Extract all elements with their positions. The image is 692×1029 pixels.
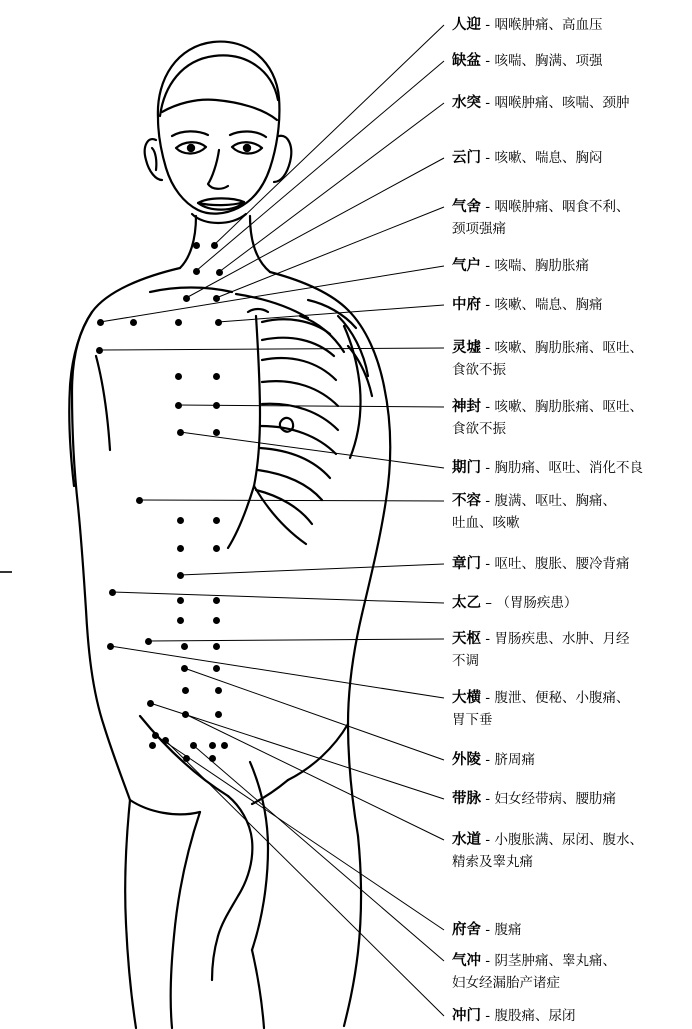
- acupoint-indications: 小腹胀满、尿闭、腹水、: [494, 832, 643, 848]
- acupoint-label: [452, 829, 643, 873]
- acupoint-name: 章门: [452, 556, 481, 572]
- acupoint-indications: 胃肠疾患、水肿、月经: [494, 631, 630, 647]
- point-dot: [215, 319, 222, 326]
- acupoint-indications: 呕吐、腹胀、腰冷背痛: [494, 556, 630, 572]
- point-dot: [213, 597, 220, 604]
- point-dot: [175, 402, 182, 409]
- label-separator: -: [481, 556, 495, 572]
- label-separator: -: [481, 297, 495, 313]
- point-dot: [152, 732, 159, 739]
- acupoint-indications-line2: 精索及睾丸痛: [452, 854, 533, 870]
- acupoint-label: [452, 1005, 575, 1027]
- acupoint-indications: 咳嗽、胸肋胀痛、呕吐、: [494, 399, 643, 415]
- point-dot: [190, 742, 197, 749]
- point-dot: [145, 638, 152, 645]
- acupoint-label: [452, 457, 643, 479]
- label-separator: -: [481, 150, 495, 166]
- point-dot: [177, 617, 184, 624]
- acupoint-name: 太乙: [452, 595, 481, 611]
- label-separator: -: [481, 493, 495, 509]
- acupoint-label: [452, 396, 643, 440]
- point-dot: [213, 295, 220, 302]
- acupoint-name: 神封: [452, 399, 481, 415]
- acupoint-label: [452, 147, 602, 169]
- acupoint-name: 气户: [452, 258, 481, 274]
- point-dot: [182, 687, 189, 694]
- acupoint-indications: 腹泄、便秘、小腹痛、: [494, 690, 630, 706]
- acupoint-indications: 咳嗽、喘息、胸闷: [494, 150, 603, 166]
- acupoint-name: 冲门: [452, 1008, 481, 1024]
- point-dot: [209, 755, 216, 762]
- acupoint-name: 府舍: [452, 922, 481, 938]
- acupoint-name: 气冲: [452, 953, 481, 969]
- acupoint-indications: 脐周痛: [494, 752, 535, 768]
- point-dot: [109, 589, 116, 596]
- acupoint-name: 人迎: [452, 17, 481, 33]
- label-separator: -: [481, 199, 495, 215]
- acupoint-label: [452, 687, 629, 731]
- point-dot: [175, 319, 182, 326]
- label-separator: -: [481, 340, 495, 356]
- acupoint-indications-line2: 不调: [452, 653, 479, 669]
- point-dot: [209, 742, 216, 749]
- label-separator: -: [481, 631, 495, 647]
- label-separator: -: [481, 258, 495, 274]
- acupoint-indications-line2: 食欲不振: [452, 421, 506, 437]
- acupoint-label: [452, 337, 643, 381]
- acupoint-indications: 咳喘、胸肋胀痛: [494, 258, 589, 274]
- label-separator: -: [481, 690, 495, 706]
- point-dot: [213, 517, 220, 524]
- acupoint-indications-line2: 胃下垂: [452, 712, 493, 728]
- point-dot: [183, 295, 190, 302]
- acupoint-label: [452, 919, 521, 941]
- point-dot: [177, 429, 184, 436]
- acupoint-indications: 阴茎肿痛、睾丸痛、: [494, 953, 616, 969]
- label-separator: -: [481, 53, 495, 69]
- acupoint-name: 水突: [452, 95, 481, 111]
- label-separator: –: [481, 595, 497, 611]
- acupoint-label: [452, 255, 589, 277]
- acupoint-label: [452, 749, 535, 771]
- point-dot: [216, 269, 223, 276]
- point-dot: [213, 429, 220, 436]
- point-dot: [213, 665, 220, 672]
- acupoint-indications: 咽喉肿痛、咽食不利、: [494, 199, 630, 215]
- point-dot: [147, 700, 154, 707]
- point-dot: [130, 319, 137, 326]
- label-separator: -: [481, 922, 495, 938]
- acupoint-indications: 胸肋痛、呕吐、消化不良: [494, 460, 643, 476]
- point-dot: [96, 347, 103, 354]
- point-dot: [136, 497, 143, 504]
- acupoint-name: 天枢: [452, 631, 481, 647]
- acupoint-name: 大横: [452, 690, 481, 706]
- point-dot: [213, 545, 220, 552]
- point-dot: [183, 755, 190, 762]
- acupoint-label: [452, 628, 629, 672]
- label-separator: -: [481, 1008, 495, 1024]
- label-separator: -: [481, 95, 495, 111]
- point-dot: [175, 373, 182, 380]
- acupoint-indications-line2: 食欲不振: [452, 362, 506, 378]
- acupoint-indications: 腹股痛、尿闭: [494, 1008, 576, 1024]
- acupoint-name: 水道: [452, 832, 481, 848]
- acupoint-label: [452, 950, 616, 994]
- label-separator: -: [481, 17, 495, 33]
- acupoint-name: 带脉: [452, 791, 481, 807]
- acupoint-name: 不容: [452, 493, 481, 509]
- point-dot: [181, 665, 188, 672]
- acupoint-label: [452, 592, 577, 614]
- point-dot: [181, 643, 188, 650]
- acupoint-indications-line2: 颈项强痛: [452, 221, 506, 237]
- label-separator: -: [481, 953, 495, 969]
- label-separator: -: [481, 460, 495, 476]
- acupoint-label: [452, 92, 629, 114]
- acupoint-name: 外陵: [452, 752, 481, 768]
- acupoint-indications: 咳嗽、喘息、胸痛: [494, 297, 603, 313]
- acupoint-indications: 咽喉肿痛、高血压: [494, 17, 603, 33]
- acupoint-name: 云门: [452, 150, 481, 166]
- acupoint-indications: 咽喉肿痛、咳喘、颈肿: [494, 95, 630, 111]
- point-dot: [221, 742, 228, 749]
- acupoint-label: [452, 294, 602, 316]
- label-separator: -: [481, 791, 495, 807]
- acupoint-label: [452, 553, 629, 575]
- point-dot: [177, 545, 184, 552]
- acupoint-name: 期门: [452, 460, 481, 476]
- acupoint-name: 中府: [452, 297, 481, 313]
- point-dot: [213, 643, 220, 650]
- acupoint-name: 缺盆: [452, 53, 481, 69]
- acupoint-indications: （胃肠疾患）: [496, 595, 578, 611]
- point-dot: [149, 742, 156, 749]
- acupoint-indications-line2: 妇女经漏胎产诸症: [452, 975, 560, 991]
- point-dot: [193, 242, 200, 249]
- acupoint-name: 气舍: [452, 199, 481, 215]
- acupoint-label: [452, 14, 602, 36]
- label-separator: -: [481, 752, 495, 768]
- point-dot: [162, 737, 169, 744]
- point-dot: [182, 711, 189, 718]
- acupoint-indications: 咳喘、胸满、项强: [494, 53, 603, 69]
- acupoint-indications: 腹满、呕吐、胸痛、: [494, 493, 616, 509]
- point-dot: [107, 643, 114, 650]
- point-dot: [211, 242, 218, 249]
- point-dot: [213, 373, 220, 380]
- acupoint-indications: 咳嗽、胸肋胀痛、呕吐、: [494, 340, 643, 356]
- point-dot: [213, 402, 220, 409]
- label-separator: -: [481, 399, 495, 415]
- acupoint-label: [452, 788, 616, 810]
- acupoint-label: [452, 196, 629, 240]
- acupoint-indications-line2: 吐血、咳嗽: [452, 515, 520, 531]
- point-dot: [215, 687, 222, 694]
- acupoint-label: [452, 490, 616, 534]
- label-separator: -: [481, 832, 495, 848]
- point-dot: [177, 597, 184, 604]
- point-dot: [193, 268, 200, 275]
- point-dot: [213, 617, 220, 624]
- acupoint-label: [452, 50, 602, 72]
- point-dot: [215, 711, 222, 718]
- acupoint-indications: 腹痛: [494, 922, 522, 938]
- point-dot: [177, 572, 184, 579]
- point-dot: [177, 517, 184, 524]
- acupoint-name: 灵墟: [452, 340, 481, 356]
- point-dot: [97, 319, 104, 326]
- acupoint-indications: 妇女经带病、腰肋痛: [494, 791, 616, 807]
